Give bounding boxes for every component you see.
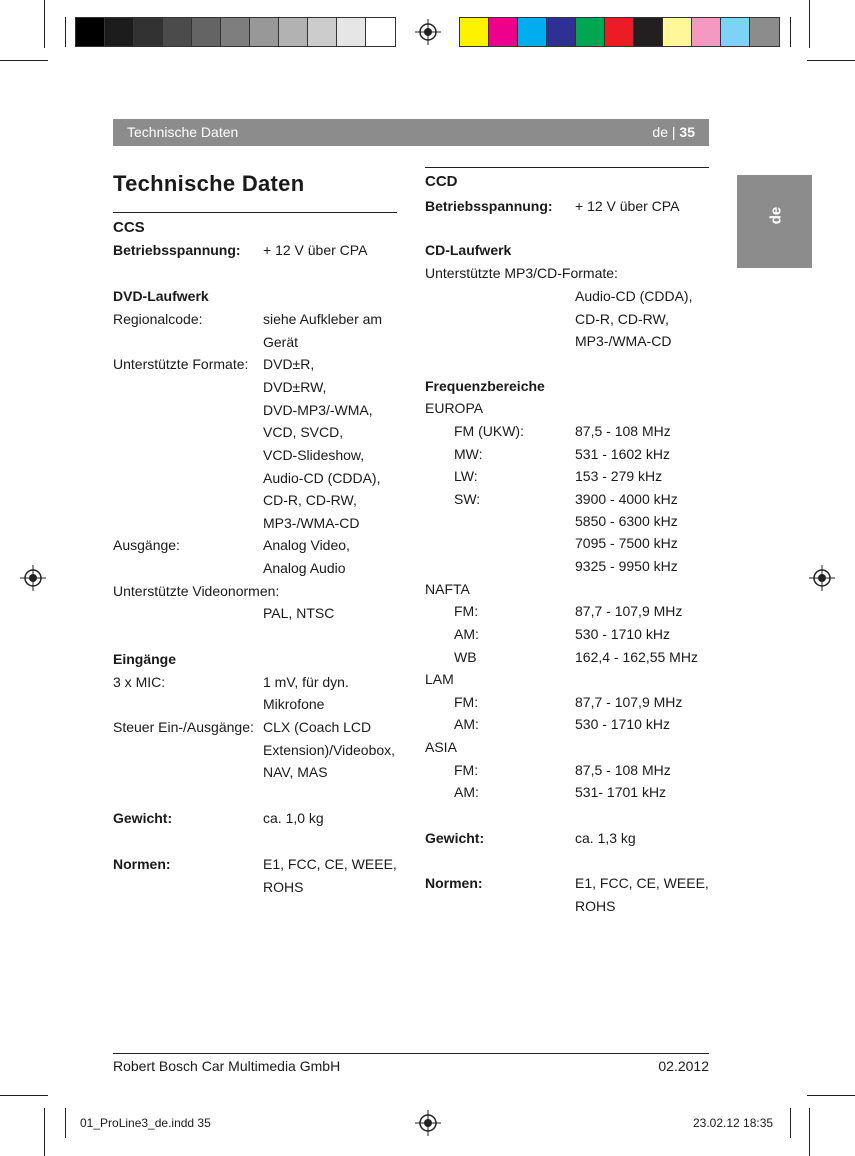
- slug-filename: 01_ProLine3_de.indd 35: [80, 1116, 211, 1130]
- crop-mark: [807, 1095, 855, 1096]
- ccd-spec-label: Gewicht:: [425, 830, 485, 846]
- ccd-spec-value: ROHS: [575, 898, 616, 914]
- color-swatch: [279, 18, 308, 46]
- ccd-spec-value: + 12 V über CPA: [575, 198, 680, 214]
- crop-mark: [807, 60, 855, 61]
- ccs-spec-value: ROHS: [263, 879, 304, 895]
- ccd-spec-value: 531- 1701 kHz: [575, 784, 667, 800]
- ccs-spec-value: Extension)/Videobox,: [263, 742, 396, 758]
- header-page-number: [652, 124, 695, 140]
- ccd-spec-label: Normen:: [425, 875, 483, 891]
- ccs-spec-value: Analog Video,: [263, 537, 350, 553]
- ccd-spec-label: AM:: [454, 716, 479, 732]
- header-separator: |: [671, 124, 676, 140]
- ccs-spec-label: Normen:: [113, 856, 171, 872]
- crop-mark: [0, 1095, 48, 1096]
- ccd-spec-label: WB: [454, 649, 477, 665]
- ccd-spec-label: Unterstützte MP3/CD-Formate:: [425, 265, 618, 281]
- ccs-spec-label: Unterstützte Formate:: [113, 356, 249, 372]
- page-title: Technische Daten: [113, 171, 305, 196]
- ccs-spec-value: MP3-/WMA-CD: [263, 515, 360, 531]
- color-swatch: [605, 18, 634, 46]
- ccs-spec-label: Ausgänge:: [113, 537, 180, 553]
- color-swatch: [250, 18, 279, 46]
- ccs-spec-value: PAL, NTSC: [263, 605, 335, 621]
- ccd-spec-label: AM:: [454, 784, 479, 800]
- ccd-spec-value: 531 - 1602 kHz: [575, 446, 670, 462]
- process-color-bar: [459, 17, 780, 47]
- ccd-spec-label: Betriebsspannung:: [425, 198, 553, 214]
- ccd-spec-value: 162,4 - 162,55 MHz: [575, 649, 698, 665]
- ccd-spec-value: E1, FCC, CE, WEEE,: [575, 875, 709, 891]
- crop-mark: [809, 1108, 810, 1156]
- ccd-spec-label: LW:: [454, 468, 478, 484]
- ccd-spec-label: SW:: [454, 491, 481, 507]
- header-lang: de: [652, 124, 668, 140]
- color-swatch: [721, 18, 750, 46]
- ccs-spec-label: 3 x MIC:: [113, 674, 166, 690]
- crop-mark: [790, 1108, 791, 1138]
- color-swatch: [308, 18, 337, 46]
- ccs-spec-value: siehe Aufkleber am: [263, 311, 383, 327]
- color-swatch: [547, 18, 576, 46]
- ccs-spec-value: VCD-Slideshow,: [263, 447, 365, 463]
- color-swatch: [163, 18, 192, 46]
- crop-mark: [65, 17, 66, 47]
- color-swatch: [366, 18, 395, 46]
- ccd-spec-label: FM:: [454, 694, 479, 710]
- color-swatch: [489, 18, 518, 46]
- ccs-spec-value: ca. 1,0 kg: [263, 810, 324, 826]
- ccs-spec-value: DVD-MP3/-WMA,: [263, 402, 373, 418]
- ccd-spec-label: CD-Laufwerk: [425, 242, 512, 258]
- ccs-heading-rule: [113, 212, 397, 213]
- ccd-spec-value: 87,7 - 107,9 MHz: [575, 694, 683, 710]
- ccs-spec-value: Audio-CD (CDDA),: [263, 470, 381, 486]
- ccd-spec-label: FM:: [454, 603, 479, 619]
- color-swatch: [76, 18, 105, 46]
- ccd-spec-label: Frequenzbereiche: [425, 378, 545, 394]
- header-page: 35: [679, 124, 695, 140]
- registration-mark-icon: [415, 1110, 441, 1136]
- registration-mark-icon: [809, 565, 835, 591]
- crop-mark: [0, 60, 48, 61]
- slug-timestamp: 23.02.12 18:35: [693, 1116, 774, 1130]
- ccd-spec-value: 5850 - 6300 kHz: [575, 513, 678, 529]
- grayscale-color-bar: [75, 17, 396, 47]
- ccd-heading-rule: [425, 167, 709, 168]
- color-swatch: [105, 18, 134, 46]
- language-side-tab: [737, 175, 812, 268]
- ccd-spec-value: 153 - 279 kHz: [575, 468, 663, 484]
- color-swatch: [750, 18, 779, 46]
- header-section-title: Technische Daten: [127, 124, 239, 140]
- footer-rule: [113, 1053, 709, 1054]
- ccd-spec-value: 530 - 1710 kHz: [575, 626, 670, 642]
- ccd-spec-label: MW:: [454, 446, 483, 462]
- color-swatch: [192, 18, 221, 46]
- crop-mark: [790, 17, 791, 47]
- crop-mark: [809, 0, 810, 48]
- ccs-spec-value: VCD, SVCD,: [263, 424, 344, 440]
- color-swatch: [221, 18, 250, 46]
- ccd-spec-value: 87,5 - 108 MHz: [575, 423, 671, 439]
- ccs-heading: CCS: [113, 219, 145, 236]
- ccd-spec-value: MP3-/WMA-CD: [575, 333, 672, 349]
- ccs-spec-value: Analog Audio: [263, 560, 346, 576]
- ccd-heading: CCD: [425, 173, 458, 190]
- ccs-spec-label: Regionalcode:: [113, 311, 203, 327]
- ccs-spec-value: 1 mV, für dyn.: [263, 674, 349, 690]
- color-swatch: [634, 18, 663, 46]
- crop-mark: [44, 1108, 45, 1156]
- ccd-spec-value: 530 - 1710 kHz: [575, 716, 670, 732]
- running-header: [113, 119, 709, 146]
- ccd-spec-value: 3900 - 4000 kHz: [575, 491, 678, 507]
- ccs-spec-label: Steuer Ein-/Ausgänge:: [113, 719, 254, 735]
- ccs-spec-label: Unterstützte Videonormen:: [113, 583, 280, 599]
- ccs-spec-label: Betriebsspannung:: [113, 242, 241, 258]
- registration-mark-icon: [415, 19, 441, 45]
- ccs-spec-value: CD-R, CD-RW,: [263, 492, 357, 508]
- ccs-spec-value: Mikrofone: [263, 696, 325, 712]
- footer-date: 02.2012: [658, 1058, 709, 1074]
- color-swatch: [692, 18, 721, 46]
- ccs-spec-value: DVD±R,: [263, 356, 315, 372]
- ccd-spec-label: FM:: [454, 762, 479, 778]
- registration-mark-icon: [20, 565, 46, 591]
- ccd-spec-label: FM (UKW):: [454, 423, 524, 439]
- ccd-spec-label: EUROPA: [425, 400, 484, 416]
- ccd-spec-label: NAFTA: [425, 581, 470, 597]
- ccd-spec-label: LAM: [425, 671, 454, 687]
- ccd-spec-value: 9325 - 9950 kHz: [575, 558, 678, 574]
- ccs-spec-value: Gerät: [263, 334, 299, 350]
- footer-company: Robert Bosch Car Multimedia GmbH: [113, 1058, 341, 1074]
- ccd-spec-value: 7095 - 7500 kHz: [575, 535, 678, 551]
- side-tab-label: de: [767, 206, 785, 225]
- color-swatch: [337, 18, 366, 46]
- ccs-spec-value: NAV, MAS: [263, 764, 328, 780]
- ccd-spec-value: ca. 1,3 kg: [575, 830, 636, 846]
- ccs-spec-label: Eingänge: [113, 651, 177, 667]
- crop-mark: [44, 0, 45, 48]
- color-swatch: [518, 18, 547, 46]
- ccd-spec-value: CD-R, CD-RW,: [575, 311, 669, 327]
- ccs-spec-value: DVD±RW,: [263, 379, 327, 395]
- ccd-spec-value: 87,7 - 107,9 MHz: [575, 603, 683, 619]
- ccs-spec-label: Gewicht:: [113, 810, 173, 826]
- crop-mark: [65, 1108, 66, 1138]
- ccd-spec-value: 87,5 - 108 MHz: [575, 762, 671, 778]
- ccd-spec-value: Audio-CD (CDDA),: [575, 288, 693, 304]
- color-swatch: [134, 18, 163, 46]
- ccd-spec-label: AM:: [454, 626, 479, 642]
- color-swatch: [576, 18, 605, 46]
- color-swatch: [460, 18, 489, 46]
- ccs-spec-label: DVD-Laufwerk: [113, 288, 209, 304]
- ccd-spec-label: ASIA: [425, 739, 457, 755]
- ccs-spec-value: + 12 V über CPA: [263, 242, 368, 258]
- ccs-spec-value: E1, FCC, CE, WEEE,: [263, 856, 397, 872]
- ccs-spec-value: CLX (Coach LCD: [263, 719, 372, 735]
- color-swatch: [663, 18, 692, 46]
